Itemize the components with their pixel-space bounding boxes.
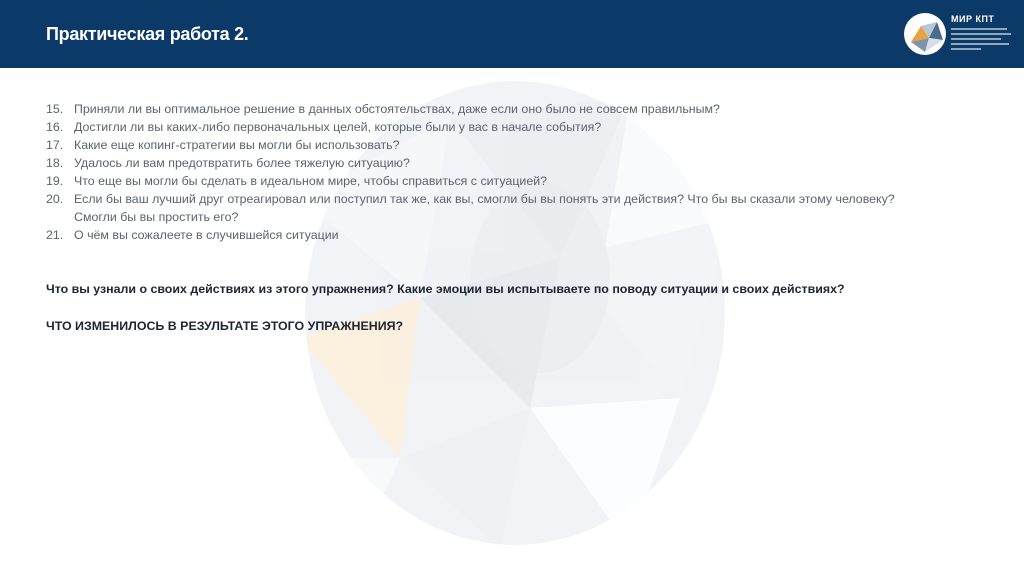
logo-subtitle-line <box>951 28 1007 30</box>
list-item <box>46 190 936 226</box>
list-item <box>46 172 936 190</box>
list-item <box>46 226 936 244</box>
item-number: 19. <box>46 174 64 188</box>
item-number: 20. <box>46 192 64 206</box>
item-text: Достигли ли вы каких-либо первоначальных целей, которые были у вас в начале события? <box>74 120 602 134</box>
logo-subtitle-line <box>951 38 1001 40</box>
list-item <box>46 118 936 136</box>
brand-logo <box>903 10 1013 58</box>
item-text: Что еще вы могли бы сделать в идеальном мире, чтобы справиться с ситуацией? <box>74 174 548 188</box>
slide-title: Практическая работа 2. <box>46 24 249 44</box>
item-text: Если бы ваш лучший друг отреагировал или поступил так же, как вы, смогли бы вы понять эти действия? Что бы вы сказали этому человеку? Смогли бы вы простить его? <box>74 192 895 224</box>
item-text: Какие еще копинг-стратегии вы могли бы использовать? <box>74 138 400 152</box>
item-number: 21. <box>46 228 64 242</box>
item-text: О чём вы сожалеете в случившейся ситуации <box>74 228 339 242</box>
list-item <box>46 154 936 172</box>
item-number: 16. <box>46 120 64 134</box>
slide-content <box>46 100 936 333</box>
item-text: Приняли ли вы оптимальное решение в данных обстоятельствах, даже если оно было не совсем правильным? <box>74 102 720 116</box>
item-number: 18. <box>46 156 64 170</box>
logo-subtitle-line <box>951 43 1009 45</box>
item-number: 15. <box>46 102 64 116</box>
question-list <box>46 100 936 244</box>
final-question: ЧТО ИЗМЕНИЛОСЬ В РЕЗУЛЬТАТЕ ЭТОГО УПРАЖНЕНИЯ? <box>46 319 404 333</box>
list-item <box>46 136 936 154</box>
item-text: Удалось ли вам предотвратить более тяжелую ситуацию? <box>74 156 410 170</box>
logo-subtitle-line <box>951 48 981 50</box>
globe-logo-icon <box>903 12 947 56</box>
list-item <box>46 100 936 118</box>
slide-header <box>0 0 1024 68</box>
logo-name: МИР КПТ <box>951 14 995 24</box>
item-number: 17. <box>46 138 64 152</box>
reflection-question: Что вы узнали о своих действиях из этого упражнения? Какие эмоции вы испытываете по поводу ситуации и своих действиях? <box>46 282 845 296</box>
logo-subtitle-line <box>951 33 1011 35</box>
